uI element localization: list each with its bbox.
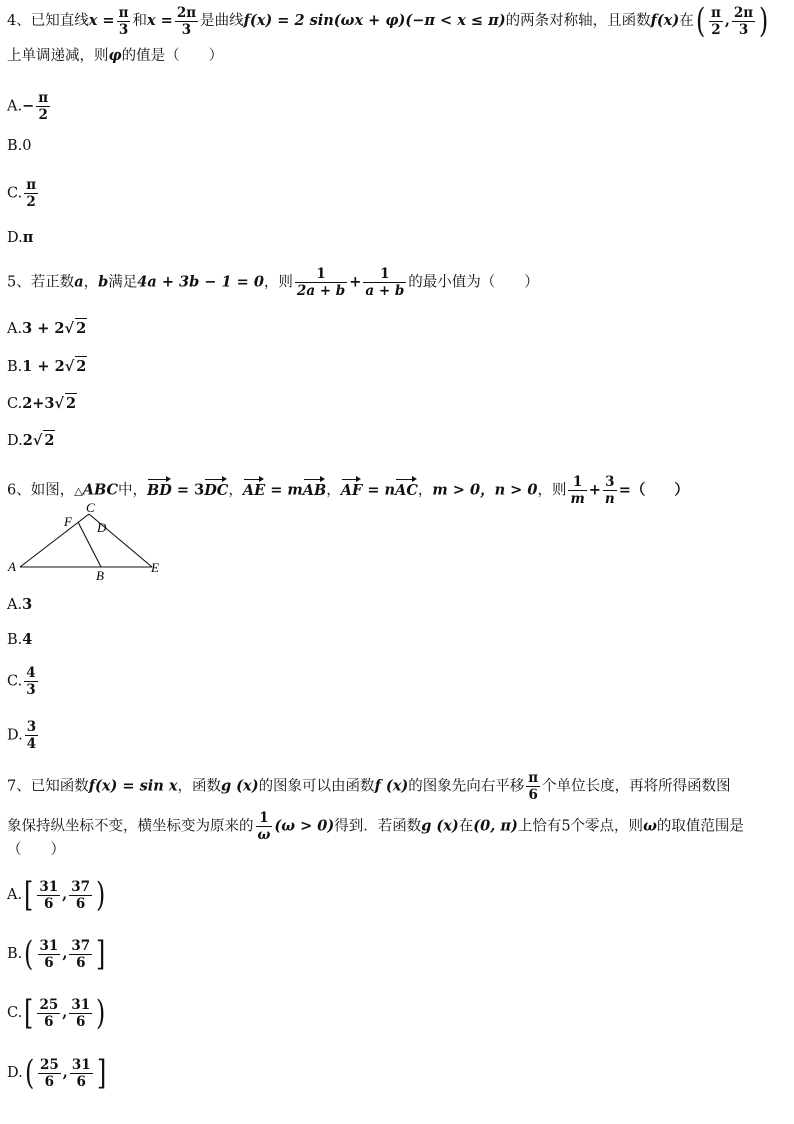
fraction: $\frac{\pi}{6}$	[528, 770, 539, 803]
fraction: $\frac{25}{6}$	[39, 996, 59, 1030]
q7-stem-line2: 象保持纵坐标不变，横坐标变为原来的 $\frac{1}{\omega}$ (ω > 0)得到．若函数g (x)在(0, π)上恰有5个零点，则ω的取值范围是	[7, 810, 744, 843]
q7-option-a[interactable]: A.[ $\frac{31}{6}$ , $\frac{37}{6}$ )	[7, 875, 106, 915]
q6-option-d[interactable]: D. $\frac{3}{4}$	[7, 719, 37, 752]
fraction: $\frac{1}{2a + b}$	[296, 266, 346, 299]
fraction: $\frac{37}{6}$	[71, 937, 91, 971]
fraction: $\frac{3}{n}$	[604, 474, 615, 507]
q4-stem-line2: 上单调递减，则φ的值是（ ）	[7, 47, 224, 64]
label-d: D	[97, 520, 107, 535]
label-b: B	[96, 568, 104, 582]
fraction: $\frac{2\pi}{3}$	[176, 4, 197, 38]
q4-option-b[interactable]: B.0	[7, 138, 32, 154]
q5-option-a[interactable]: A.3 + 2√ 2	[7, 320, 87, 337]
q7-stem-line3: （ ）	[7, 842, 65, 858]
fraction: $\frac{\pi}{2}$	[26, 177, 37, 210]
fraction: $\frac{31}{6}$	[39, 937, 59, 971]
fraction: $\frac{31}{6}$	[71, 996, 91, 1030]
fraction: $\frac{\pi}{2}$	[710, 4, 721, 38]
q7-stem-line1: 7、已知函数f(x) = sin x，函数g (x)的图象可以由函数f (x)的图象先向右平移 $\frac{\pi}{6}$ 个单位长度，再将所得函数图	[7, 770, 731, 803]
q4-option-a[interactable]: A.− $\frac{\pi}{2}$	[7, 90, 49, 123]
label-c: C	[86, 500, 95, 515]
fraction: $\frac{1}{a + b}$	[365, 266, 405, 299]
q4-option-d[interactable]: D.π	[7, 229, 34, 246]
q7-option-c[interactable]: C.[ $\frac{25}{6}$ , $\frac{31}{6}$ )	[7, 993, 106, 1033]
fraction: $\frac{1}{\omega}$	[257, 810, 271, 843]
fraction: $\frac{4}{3}$	[26, 665, 36, 698]
q7-option-b[interactable]: B.( $\frac{31}{6}$ , $\frac{37}{6}$ ]	[7, 934, 106, 974]
q6-option-c[interactable]: C. $\frac{4}{3}$	[7, 665, 36, 698]
q6-option-a[interactable]: A.3	[7, 596, 33, 613]
q4-number: 4、	[7, 13, 31, 29]
q5-option-c[interactable]: C.2+3√ 2	[7, 395, 77, 412]
q6-stem: 6、如图，△ABC中，BD = 3DC，AE = mAB，AF = nAC，m > 0，n > 0，则 $\frac{1}{m}$ + $\frac{3}{n}$ =（ ）	[7, 474, 689, 507]
fraction: $\frac{\pi}{2}$	[38, 90, 49, 123]
q7-option-d[interactable]: D.( $\frac{25}{6}$ , $\frac{31}{6}$ ]	[7, 1053, 106, 1093]
q5-option-d[interactable]: D.2√ 2	[7, 432, 55, 449]
q4-stem-line1: 4、已知直线x = $\frac{\pi}{3}$ 和x = $\frac{2\pi}{3}$ 是曲线f(x) = 2 sin(ωx + φ)(−π < x ≤ π)的两条对称轴，且函数f(x)在( $\frac{\pi}{2}$ , $\frac{2\pi}{3}$ )	[7, 1, 769, 41]
segment-ac	[20, 514, 89, 567]
q6-option-b[interactable]: B.4	[7, 631, 33, 648]
label-f: F	[64, 514, 72, 529]
q5-number: 5、	[7, 274, 31, 291]
fraction: $\frac{\pi}{3}$	[118, 4, 129, 38]
q5-stem: 5、若正数a，b满足4a + 3b − 1 = 0，则 $\frac{1}{2a + b}$ + $\frac{1}{a + b}$ 的最小值为（ ）	[7, 266, 539, 299]
fraction: $\frac{37}{6}$	[71, 878, 91, 912]
fraction: $\frac{2\pi}{3}$	[733, 4, 754, 38]
q6-number: 6、	[7, 482, 31, 499]
fraction: $\frac{1}{m}$	[570, 474, 585, 507]
triangle-figure	[4, 500, 169, 582]
q5-option-b[interactable]: B.1 + 2√ 2	[7, 358, 87, 375]
fraction: $\frac{31}{6}$	[39, 878, 59, 912]
fraction: $\frac{31}{6}$	[71, 1056, 91, 1090]
label-a: A	[8, 559, 16, 574]
q7-number: 7、	[7, 778, 31, 795]
q4-option-c[interactable]: C. $\frac{\pi}{2}$	[7, 177, 37, 210]
fraction: $\frac{3}{4}$	[26, 719, 37, 752]
label-e: E	[151, 560, 159, 575]
fraction: $\frac{25}{6}$	[39, 1056, 59, 1090]
